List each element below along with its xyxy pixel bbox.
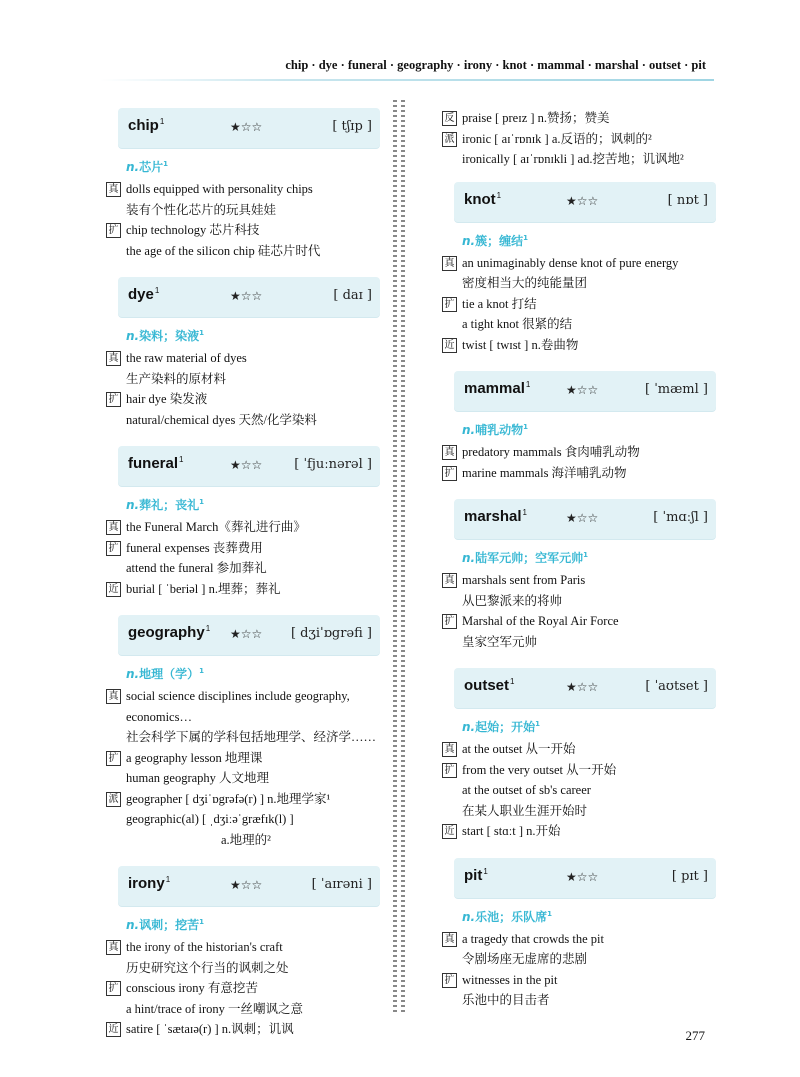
sense-sup: 1 [199,329,204,337]
definition-line [106,241,380,262]
definition-line [106,348,380,369]
label-tag-icon: 近 [442,824,457,839]
line-text: ironically [ aɪˈrɒnɪkli ] ad.挖苦地；讥讽地² [462,152,684,166]
line-text: 皇家空军元帅 [462,634,538,649]
headword-text: irony [128,875,165,892]
line-text: start [ stɑːt ] n.开始 [462,824,561,838]
definition-line [442,990,716,1011]
definition-line [442,821,716,842]
line-text: Marshal of the Royal Air Force [462,614,619,628]
headword [128,875,170,892]
pronunciation: [ dʒiˈɒgrəfi ] [290,626,372,641]
entry-mammal [442,371,716,483]
header-rule [100,79,714,81]
sense-sup: 1 [163,160,168,168]
label-tag-icon: 派 [442,132,457,147]
sense-heading [462,718,716,735]
tag-spacer [106,958,121,979]
sense-sup: 1 [199,498,204,506]
sense-meaning: 起始；开始 [475,720,536,734]
line-text: 社会科学下属的学科包括地理学、经济学…… [126,730,377,744]
label-tag-icon: 真 [106,689,121,704]
line-text: funeral expenses 丧葬费用 [126,540,263,555]
headword-bar [454,371,716,411]
frequency-stars: ★☆☆ [230,120,263,134]
headword-sup: 1 [522,508,527,517]
line-text: at the outset of sb's career [462,783,591,797]
definition-line [442,780,716,801]
definition-line [106,789,380,810]
definition-line [106,369,380,390]
line-text: from the very outset 从一开始 [462,762,617,777]
right-column [442,108,716,1027]
pronunciation: [ ˈaʊtset ] [645,679,708,694]
part-of-speech: n. [462,720,476,734]
definition-line [106,389,380,410]
headword-text: outset [464,677,509,694]
line-text: ironic [ aɪˈrɒnɪk ] a.反语的；讽刺的² [462,131,652,146]
line-text: 密度相当大的纯能量团 [462,276,588,290]
definition-line [442,294,716,315]
label-tag-icon: 真 [442,445,457,460]
definition-line [106,830,380,851]
frequency-stars: ★☆☆ [230,878,263,892]
label-tag-icon: 派 [106,792,121,807]
label-tag-icon: 反 [442,111,457,126]
definition-line [106,999,380,1020]
headword [464,677,514,694]
headword-text: dye [128,286,154,303]
part-of-speech: n. [126,329,140,343]
definition-line [106,727,380,748]
headword [464,191,501,208]
part-of-speech: n. [462,233,476,248]
line-text: natural/chemical dyes 天然/化学染料 [126,412,317,427]
line-text: chip technology 芯片科技 [126,223,260,237]
line-text: at the outset 从一开始 [462,742,576,756]
tag-spacer [442,314,457,335]
definition-line [106,579,380,600]
headword-bar [118,277,380,317]
tag-spacer [442,273,457,294]
label-tag-icon: 扩 [106,541,121,556]
definition-line [442,611,716,632]
sense-heading [462,549,716,566]
definition-line [106,517,380,538]
label-tag-icon: 真 [442,256,457,271]
frequency-stars: ★☆☆ [566,383,599,397]
part-of-speech: n. [126,667,140,681]
headword [128,624,210,641]
headword-text: marshal [464,508,522,525]
line-text: hair dye 染发液 [126,392,208,406]
sense-meaning: 地理（学） [139,667,200,681]
tag-spacer [442,990,457,1011]
headword-sup: 1 [154,286,160,295]
definition-line [442,760,716,781]
sense-meaning: 乐池；乐队席 [475,909,548,924]
label-tag-icon: 扩 [442,297,457,312]
line-text: economics… [126,709,192,724]
entry-irony [106,866,380,1040]
headword [128,286,159,303]
definition-line [442,108,716,129]
label-tag-icon: 真 [442,573,457,588]
pronunciation: [ nɒt ] [667,192,708,208]
part-of-speech: n. [126,498,140,512]
tag-spacer [106,369,121,390]
sense-meaning: 陆军元帅；空军元帅 [475,551,584,565]
headword-bar [118,446,380,486]
definition-line [442,129,716,150]
definition-line [442,801,716,822]
headword-sup: 1 [483,866,488,876]
headword-text: chip [128,117,159,134]
definition-line [442,570,716,591]
label-tag-icon: 扩 [442,763,457,778]
line-text: the Funeral March《葬礼进行曲》 [126,520,306,534]
frequency-stars: ★☆☆ [230,458,263,472]
label-tag-icon: 扩 [106,392,121,407]
label-tag-icon: 近 [106,582,121,597]
definition-line [106,937,380,958]
label-tag-icon: 扩 [106,751,121,766]
entry-knot [442,182,716,356]
frequency-stars: ★☆☆ [566,680,599,694]
headword-sup: 1 [159,117,165,126]
part-of-speech: n. [462,909,476,924]
tag-spacer [442,632,457,653]
sense-sup: 1 [523,233,528,242]
label-tag-icon: 扩 [106,223,121,238]
label-tag-icon: 真 [106,351,121,366]
line-text: 在某人职业生涯开始时 [462,803,588,818]
tag-spacer [442,591,457,612]
line-text: burial [ ˈberiəl ] n.埋葬；葬礼 [126,581,281,596]
headword-sup: 1 [496,190,502,200]
definition-line [106,978,380,999]
definition-line [106,558,380,579]
definition-line [106,1019,380,1040]
tag-spacer [106,410,121,431]
part-of-speech: n. [126,918,140,932]
definition-line [442,591,716,612]
headword-sup: 1 [179,455,184,464]
header-title: chip · dye · funeral · geography · irony · knot · mammal · marshal · outset · pit [285,58,706,72]
line-text: a.地理的² [221,832,271,847]
label-tag-icon: 扩 [442,973,457,988]
headword [464,867,488,884]
line-text: praise [ preɪz ] n.赞扬；赞美 [462,111,610,125]
line-text: marine mammals 海洋哺乳动物 [462,465,627,480]
pronunciation: [ ˈmɑːʃl ] [653,510,708,525]
line-text: a geography lesson 地理课 [126,750,263,765]
definition-line [442,929,716,950]
definition-line [106,768,380,789]
headword-bar [454,858,716,898]
frequency-stars: ★☆☆ [566,511,599,525]
sense-heading [462,908,716,925]
tag-spacer [106,727,121,748]
definition-line [106,809,380,830]
line-text: a hint/trace of irony 一丝嘲讽之意 [126,1001,304,1016]
sense-meaning: 讽刺；挖苦 [139,918,200,932]
definition-line [106,958,380,979]
label-tag-icon: 真 [106,182,121,197]
headword [464,380,530,397]
headword-sup: 1 [205,624,211,633]
headword-sup: 1 [525,380,531,389]
sense-heading [462,232,716,249]
sense-heading [462,421,716,438]
sense-heading [126,158,380,175]
sense-sup: 1 [523,423,528,431]
line-text: the age of the silicon chip 硅芯片时代 [126,243,321,258]
sense-heading [126,665,380,682]
headword-bar [454,668,716,708]
sense-sup: 1 [199,667,204,675]
headword-sup: 1 [165,875,171,884]
definition-line [106,200,380,221]
headword-text: pit [464,866,483,884]
entry-funeral [106,446,380,599]
sense-meaning: 葬礼；丧礼 [139,498,200,512]
line-text: an unimaginably dense knot of pure energy [462,255,679,270]
line-text: 令剧场座无虚席的悲剧 [462,952,588,966]
definition-line [442,314,716,335]
tag-spacer [442,801,457,822]
sense-meaning: 簇；缠结 [475,233,524,248]
tag-spacer [106,200,121,221]
line-text: conscious irony 有意挖苦 [126,981,258,995]
tag-spacer [106,558,121,579]
definition-line [442,149,716,170]
definition-line [106,748,380,769]
line-text: witnesses in the pit [462,972,558,987]
headword-bar [118,615,380,655]
part-of-speech: n. [462,551,476,565]
sense-sup: 1 [547,909,552,918]
tag-spacer [442,780,457,801]
pronunciation: [ daɪ ] [333,288,372,303]
line-text: the irony of the historian's craft [126,940,283,954]
entry-chip [106,108,380,261]
definition-line [442,970,716,991]
entry-marshal [442,499,716,652]
headword [464,508,527,525]
definition-line [442,949,716,970]
line-text: predatory mammals 食肉哺乳动物 [462,445,640,459]
definition-line [106,538,380,559]
headword-text: mammal [464,380,525,397]
definition-line [442,739,716,760]
definition-line [442,335,716,356]
irony-continued [442,108,716,170]
tag-spacer [106,830,121,851]
tag-spacer [106,707,121,728]
frequency-stars: ★☆☆ [566,193,599,208]
headword [128,117,164,134]
line-text: a tight knot 很紧的结 [462,317,573,331]
definition-line [442,273,716,294]
line-text: a tragedy that crowds the pit [462,931,604,946]
headword [128,455,183,472]
headword-text: geography [128,624,205,641]
right-entries [442,182,716,1011]
label-tag-icon: 扩 [106,981,121,996]
sense-sup: 1 [583,551,588,559]
line-text: 生产染料的原材料 [126,371,227,386]
definition-line [106,410,380,431]
headword-bar [454,182,716,222]
definition-line [106,220,380,241]
entry-outset [442,668,716,842]
frequency-stars: ★☆☆ [230,627,263,641]
sense-heading [126,496,380,513]
label-tag-icon: 近 [106,1022,121,1037]
definition-line [442,632,716,653]
headword-text: knot [464,190,496,208]
line-text: 乐池中的目击者 [462,993,550,1007]
part-of-speech: n. [462,423,476,437]
headword-bar [118,866,380,906]
definition-line [106,686,380,707]
sense-meaning: 芯片 [139,160,164,174]
frequency-stars: ★☆☆ [566,869,599,884]
line-text: 历史研究这个行当的讽刺之处 [126,960,289,975]
headword-bar [118,108,380,148]
part-of-speech: n. [126,160,140,174]
sense-meaning: 哺乳动物 [475,423,524,437]
tag-spacer [106,241,121,262]
line-text: dolls equipped with personality chips [126,182,313,196]
sense-heading [126,327,380,344]
line-text: satire [ ˈsætaɪə(r) ] n.讽刺；讥讽 [126,1022,294,1036]
line-text: tie a knot 打结 [462,296,537,311]
line-text: human geography 人文地理 [126,771,270,785]
entry-dye [106,277,380,430]
line-text: marshals sent from Paris [462,573,586,587]
tag-spacer [442,949,457,970]
entry-geography [106,615,380,850]
column-divider [393,100,405,1015]
definition-line [442,253,716,274]
line-text: geographic(al) [ ˌdʒiːəˈgræfɪk(l) ] [126,812,294,826]
label-tag-icon: 扩 [442,466,457,481]
sense-heading [126,916,380,933]
definition-line [442,463,716,484]
label-tag-icon: 扩 [442,614,457,629]
left-column [106,108,380,1056]
headword-bar [454,499,716,539]
line-text: 从巴黎派来的将帅 [462,593,563,608]
line-text: the raw material of dyes [126,351,247,365]
frequency-stars: ★☆☆ [230,289,263,303]
pronunciation: [ tʃɪp ] [332,119,372,134]
entry-pit [442,858,716,1011]
tag-spacer [106,768,121,789]
definition-line [106,179,380,200]
sense-sup: 1 [535,720,540,728]
label-tag-icon: 真 [106,520,121,535]
pronunciation: [ ˈfjuːnərəl ] [294,457,372,472]
line-text: social science disciplines include geography, [126,689,350,703]
sense-meaning: 染料；染液 [139,329,200,343]
line-text: geographer [ dʒiˈɒgrəfə(r) ] n.地理学家¹ [126,791,331,806]
tag-spacer [106,809,121,830]
page-header [0,52,800,78]
pronunciation: [ pɪt ] [671,868,708,884]
label-tag-icon: 近 [442,338,457,353]
tag-spacer [442,149,457,170]
label-tag-icon: 真 [442,932,457,947]
sense-sup: 1 [199,918,204,926]
line-text: 装有个性化芯片的玩具娃娃 [126,202,277,217]
line-text: twist [ twɪst ] n.卷曲物 [462,337,579,352]
definition-line [106,707,380,728]
tag-spacer [106,999,121,1020]
page-number: 277 [685,1028,705,1043]
line-text: attend the funeral 参加葬礼 [126,561,267,575]
definition-line [442,442,716,463]
pronunciation: [ ˈaɪrəni ] [311,877,372,892]
pronunciation: [ ˈmæml ] [644,382,708,397]
headword-text: funeral [128,455,179,472]
label-tag-icon: 真 [442,742,457,757]
label-tag-icon: 真 [106,940,121,955]
headword-sup: 1 [510,677,515,686]
